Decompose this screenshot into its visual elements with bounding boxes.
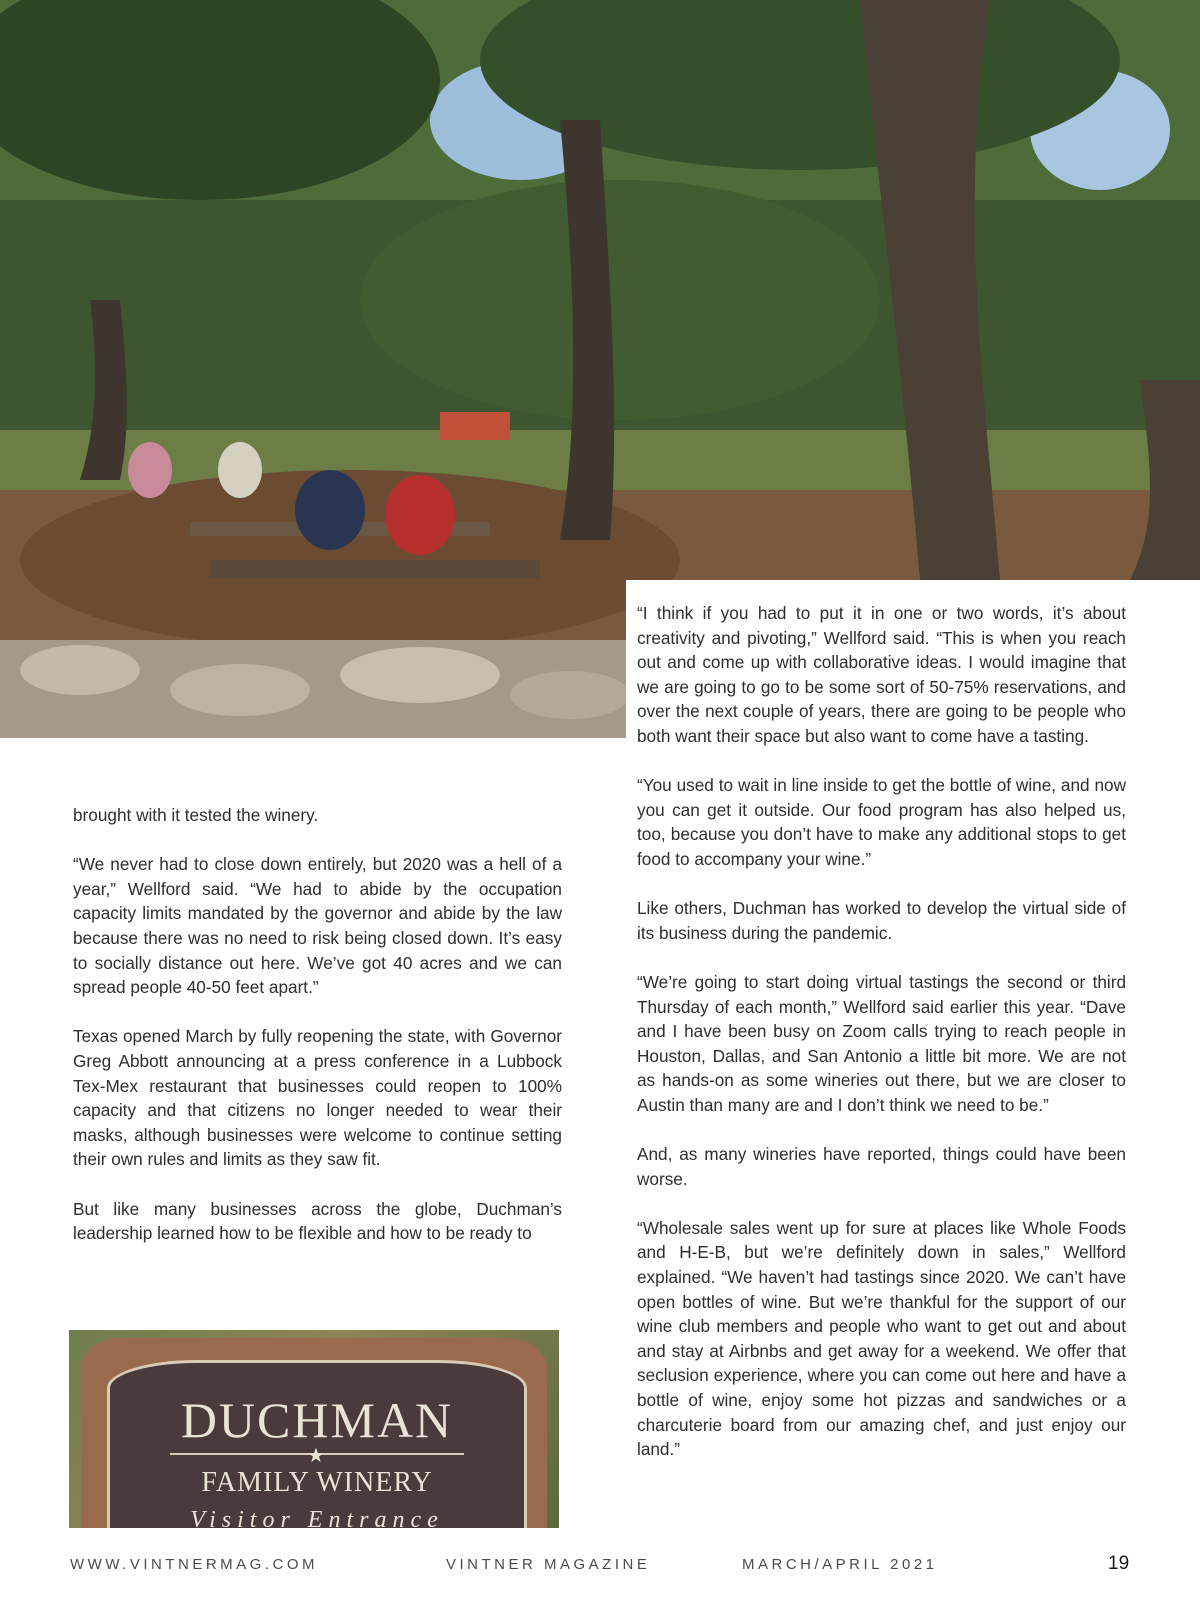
article-column-left [73,803,562,1270]
sign-visitor-entrance: Visitor Entrance [190,1507,444,1528]
page-number: 19 [1108,1553,1130,1574]
paragraph: “We never had to close down entirely, but 2020 was a hell of a year,” Wellford said. “We had to abide by the occupation capacity limits mandated by the governor and abide by the law because there was no need to risk being closed down. It’s easy to socially distance out here. We’ve got 40 acres and we can spread people 40-50 feet apart.” [73,854,562,998]
footer-issue: MARCH/APRIL 2021 [742,1556,938,1573]
footer-website: WWW.VINTNERMAG.COM [70,1556,318,1573]
paragraph: “We’re going to start doing virtual tastings the second or third Thursday of each month,” Wellford said earlier this year. “Dave and I have been busy on Zoom calls trying to reach people in Houston, Dallas, and San Antonio a little bit more. We are not as hands-on as some wineries out there, but we are closer to Austin than many are and I don’t think we need to be.” [637,971,1126,1115]
article-column-right [637,601,1126,1486]
footer-magazine: VINTNER MAGAZINE [446,1556,651,1573]
paragraph: “I think if you had to put it in one or two words, it’s about creativity and pivoting,” Wellford said. “This is when you reach out and come up with collaborative ideas. I would imagine that we are going to go to be some sort of 50-75% reservations, and over the next couple of years, there are going to be people who both want their space but also want to come have a tasting. [637,603,1126,746]
paragraph: “Wholesale sales went up for sure at places like Whole Foods and H-E-B, but we’re definitely down in sales,” Wellford explained. “We haven’t had tastings since 2020. We can’t have open bottles of wine. But we’re thankful for the support of our wine club members and people who want to get out and about and stay at Airbnbs and get away for a weekend. We offer that seclusion experience, where you can come out here and have a bottle of wine, enjoy some hot pizzas and sandwiches or a charcuterie board from our amazing chef, and just enjoy our land.” [637,1217,1126,1460]
paragraph: brought with it tested the winery. [73,805,319,825]
paragraph: “You used to wait in line inside to get the bottle of wine, and now you can get it outside. Our food program has also helped us, too, because you don’t have to make any additional stops to get food to accompany your wine.” [637,775,1126,869]
sign-subtitle: FAMILY WINERY [201,1467,433,1498]
sign-title: DUCHMAN [180,1392,454,1448]
paragraph: But like many businesses across the globe, Duchman’s leadership learned how to be flexible and how to be ready to [73,1198,562,1244]
sign-plaque [107,1360,527,1528]
paragraph: Like others, Duchman has worked to develop the virtual side of its business during the pandemic. [637,898,1126,943]
star-icon: ★ [307,1445,325,1467]
paragraph: And, as many wineries have reported, things could have been worse. [637,1144,1126,1189]
winery-sign-photo [69,1330,559,1528]
paragraph: Texas opened March by fully reopening the state, with Governor Greg Abbott announcing at a press conference in a Lubbock Tex-Mex restaurant that businesses could reopen to 100% capacity and that citizens no longer needed to wear their masks, although businesses were welcome to continue setting their own rules and limits as they saw fit. [73,1026,562,1170]
